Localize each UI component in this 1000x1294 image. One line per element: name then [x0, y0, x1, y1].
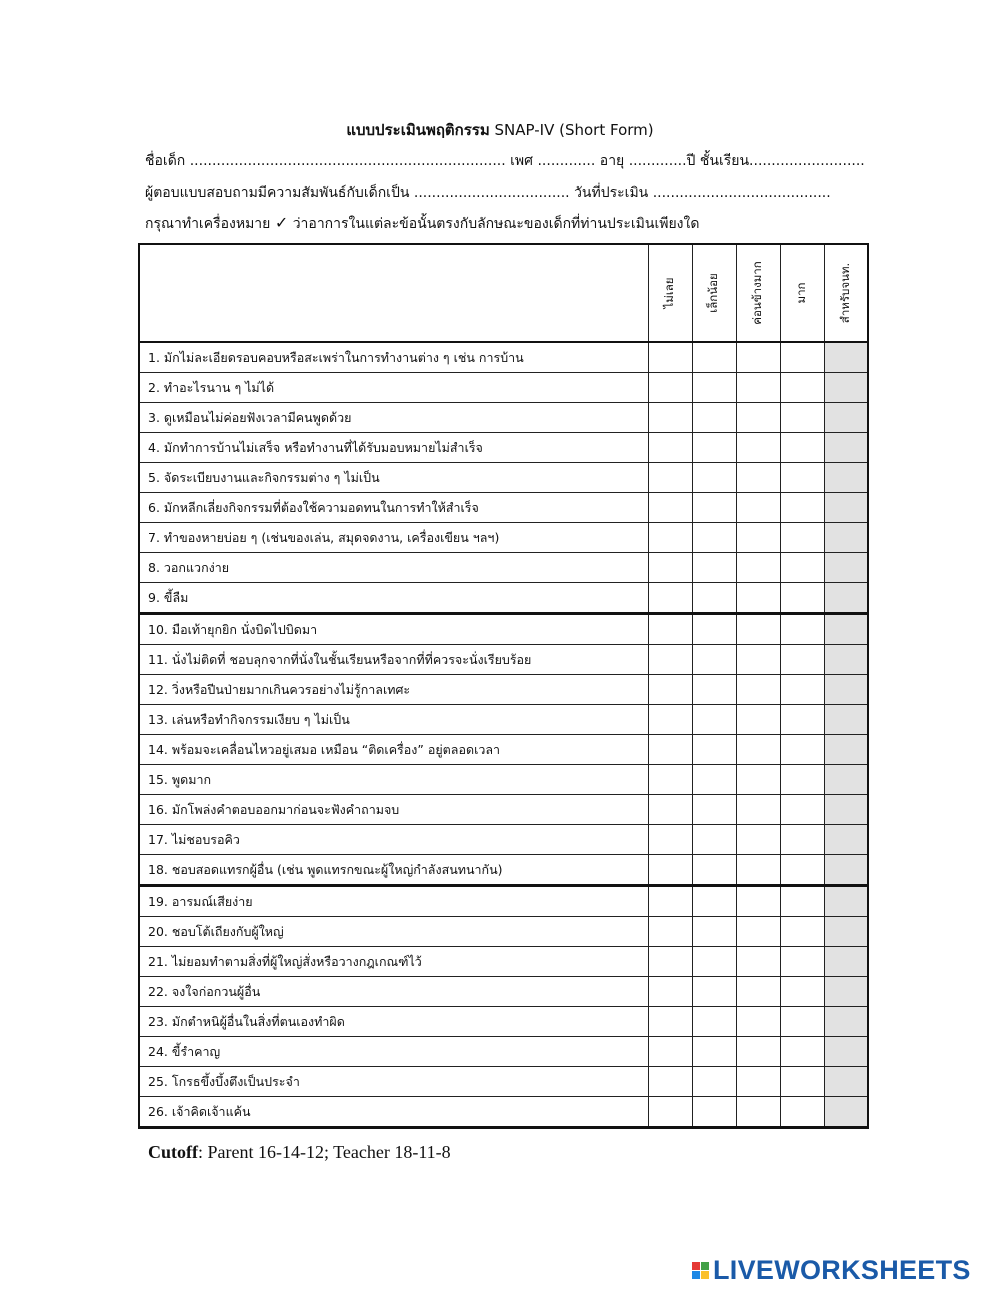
logo-square	[692, 1262, 700, 1270]
answer-cell[interactable]	[736, 1037, 780, 1067]
header-not-at-all: ไม่เลย	[648, 244, 692, 342]
answer-cell[interactable]	[648, 735, 692, 765]
answer-cell[interactable]	[648, 1007, 692, 1037]
cutoff-note	[148, 1142, 451, 1163]
question-text: 13. เล่นหรือทำกิจกรรมเงียบ ๆ ไม่เป็น	[139, 705, 648, 735]
table-row	[139, 463, 868, 493]
answer-cell[interactable]	[692, 977, 736, 1007]
question-text: 26. เจ้าคิดเจ้าแค้น	[139, 1097, 648, 1128]
table-row	[139, 1007, 868, 1037]
liveworksheets-logo-icon	[692, 1262, 709, 1279]
answer-cell[interactable]	[780, 645, 824, 675]
answer-cell[interactable]	[780, 795, 824, 825]
question-text: 2. ทำอะไรนาน ๆ ไม่ได้	[139, 373, 648, 403]
answer-cell[interactable]	[780, 1067, 824, 1097]
answer-cell[interactable]	[780, 1007, 824, 1037]
header-row	[139, 244, 868, 342]
question-text: 19. อารมณ์เสียง่าย	[139, 886, 648, 917]
answer-cell[interactable]	[692, 886, 736, 917]
answer-cell[interactable]	[780, 825, 824, 855]
staff-cell	[824, 493, 868, 523]
answer-cell[interactable]	[692, 523, 736, 553]
answer-cell[interactable]	[648, 675, 692, 705]
staff-cell	[824, 1067, 868, 1097]
staff-cell	[824, 735, 868, 765]
staff-cell	[824, 645, 868, 675]
staff-cell	[824, 1097, 868, 1128]
answer-cell[interactable]	[648, 705, 692, 735]
answer-cell[interactable]	[648, 765, 692, 795]
question-text: 21. ไม่ยอมทำตามสิ่งที่ผู้ใหญ่สั่งหรือวางกฎเกณฑ์ไว้	[139, 947, 648, 977]
answer-cell[interactable]	[692, 705, 736, 735]
answer-cell[interactable]	[648, 433, 692, 463]
staff-cell	[824, 825, 868, 855]
answer-cell[interactable]	[780, 373, 824, 403]
answer-cell[interactable]	[692, 675, 736, 705]
answer-cell[interactable]	[692, 795, 736, 825]
answer-cell[interactable]	[736, 614, 780, 645]
answer-cell[interactable]	[780, 855, 824, 886]
cutoff-label: Cutoff	[148, 1142, 198, 1162]
answer-cell[interactable]	[648, 583, 692, 614]
answer-cell[interactable]	[736, 403, 780, 433]
question-text: 6. มักหลีกเลี่ยงกิจกรรมที่ต้องใช้ความอดทนในการทำให้สำเร็จ	[139, 493, 648, 523]
answer-cell[interactable]	[780, 765, 824, 795]
instruction-text-b: ว่าอาการในแต่ละข้อนั้นตรงกับลักษณะของเด็กที่ท่านประเมินเพียงใด	[292, 216, 700, 232]
answer-cell[interactable]	[736, 735, 780, 765]
answer-cell[interactable]	[780, 433, 824, 463]
answer-cell[interactable]	[780, 523, 824, 553]
answer-cell[interactable]	[736, 373, 780, 403]
answer-cell[interactable]	[692, 373, 736, 403]
answer-cell[interactable]	[648, 463, 692, 493]
answer-cell[interactable]	[692, 1037, 736, 1067]
answer-cell[interactable]	[780, 1037, 824, 1067]
header-quite-a-bit: ค่อนข้างมาก	[736, 244, 780, 342]
answer-cell[interactable]	[648, 373, 692, 403]
staff-cell	[824, 373, 868, 403]
form-title	[0, 118, 1000, 142]
answer-cell[interactable]	[780, 553, 824, 583]
answer-cell[interactable]	[648, 403, 692, 433]
question-text: 11. นั่งไม่ติดที่ ชอบลุกจากที่นั่งในชั้นเรียนหรือจากที่ที่ควรจะนั่งเรียบร้อย	[139, 645, 648, 675]
answer-cell[interactable]	[780, 342, 824, 373]
question-text: 5. จัดระเบียบงานและกิจกรรมต่าง ๆ ไม่เป็น	[139, 463, 648, 493]
table-row	[139, 553, 868, 583]
staff-cell	[824, 523, 868, 553]
question-text: 3. ดูเหมือนไม่ค่อยฟังเวลามีคนพูดด้วย	[139, 403, 648, 433]
staff-cell	[824, 583, 868, 614]
answer-cell[interactable]	[780, 947, 824, 977]
answer-cell[interactable]	[648, 947, 692, 977]
table-row	[139, 614, 868, 645]
question-text: 17. ไม่ชอบรอคิว	[139, 825, 648, 855]
table-row	[139, 825, 868, 855]
table-row	[139, 373, 868, 403]
answer-cell[interactable]	[692, 433, 736, 463]
staff-cell	[824, 1037, 868, 1067]
table-row	[139, 675, 868, 705]
answer-cell[interactable]	[736, 705, 780, 735]
staff-cell	[824, 433, 868, 463]
answer-cell[interactable]	[780, 735, 824, 765]
table-row	[139, 645, 868, 675]
assessment-table	[138, 243, 869, 1129]
answer-cell[interactable]	[648, 493, 692, 523]
header-a-little: เล็กน้อย	[692, 244, 736, 342]
question-text: 24. ขี้รำคาญ	[139, 1037, 648, 1067]
cutoff-text: : Parent 16-14-12; Teacher 18-11-8	[198, 1142, 451, 1162]
answer-cell[interactable]	[648, 553, 692, 583]
answer-cell[interactable]	[692, 1007, 736, 1037]
answer-cell[interactable]	[736, 523, 780, 553]
table-row	[139, 765, 868, 795]
logo-square	[692, 1271, 700, 1279]
table-row	[139, 523, 868, 553]
question-text: 23. มักตำหนิผู้อื่นในสิ่งที่ตนเองทำผิด	[139, 1007, 648, 1037]
question-text: 20. ชอบโต้เถียงกับผู้ใหญ่	[139, 917, 648, 947]
answer-cell[interactable]	[692, 403, 736, 433]
table-row	[139, 583, 868, 614]
table-row	[139, 886, 868, 917]
answer-cell[interactable]	[780, 977, 824, 1007]
question-text: 15. พูดมาก	[139, 765, 648, 795]
brand-text: LIVEWORKSHEETS	[713, 1255, 971, 1285]
answer-cell[interactable]	[692, 947, 736, 977]
staff-cell	[824, 614, 868, 645]
logo-square	[701, 1262, 709, 1270]
answer-cell[interactable]	[736, 765, 780, 795]
table-row	[139, 917, 868, 947]
staff-cell	[824, 917, 868, 947]
table-row	[139, 947, 868, 977]
answer-cell[interactable]	[692, 645, 736, 675]
answer-cell[interactable]	[780, 614, 824, 645]
header-very-much: มาก	[780, 244, 824, 342]
answer-cell[interactable]	[692, 765, 736, 795]
answer-cell[interactable]	[648, 855, 692, 886]
table-row	[139, 1067, 868, 1097]
staff-cell	[824, 463, 868, 493]
checkmark-icon: ✓	[274, 213, 289, 232]
answer-cell[interactable]	[736, 855, 780, 886]
answer-cell[interactable]	[736, 886, 780, 917]
question-text: 8. วอกแวกง่าย	[139, 553, 648, 583]
staff-cell	[824, 1007, 868, 1037]
answer-cell[interactable]	[780, 917, 824, 947]
table-row	[139, 1097, 868, 1128]
table-row	[139, 342, 868, 373]
answer-cell[interactable]	[780, 886, 824, 917]
answer-cell[interactable]	[780, 463, 824, 493]
answer-cell[interactable]	[692, 614, 736, 645]
answer-cell[interactable]	[692, 553, 736, 583]
question-text: 9. ขี้ลืม	[139, 583, 648, 614]
answer-cell[interactable]	[648, 1037, 692, 1067]
answer-cell[interactable]	[648, 795, 692, 825]
staff-cell	[824, 886, 868, 917]
answer-cell[interactable]	[736, 825, 780, 855]
brand-watermark	[692, 1255, 971, 1286]
answer-cell[interactable]	[692, 735, 736, 765]
answer-cell[interactable]	[648, 342, 692, 373]
answer-cell[interactable]	[736, 342, 780, 373]
answer-cell[interactable]	[736, 463, 780, 493]
table-row	[139, 795, 868, 825]
answer-cell[interactable]	[736, 493, 780, 523]
answer-cell[interactable]	[692, 493, 736, 523]
answer-cell[interactable]	[736, 433, 780, 463]
respondent-info-line: ผู้ตอบแบบสอบถามมีความสัมพันธ์กับเด็กเป็น ................................... วันที่ประเมิน ........................................	[145, 185, 831, 201]
answer-cell[interactable]	[648, 645, 692, 675]
answer-cell[interactable]	[736, 947, 780, 977]
staff-cell	[824, 403, 868, 433]
question-text: 12. วิ่งหรือปีนป่ายมากเกินควรอย่างไม่รู้กาลเทศะ	[139, 675, 648, 705]
question-text: 22. จงใจก่อกวนผู้อื่น	[139, 977, 648, 1007]
answer-cell[interactable]	[648, 523, 692, 553]
header-staff-only: สำหรับจนท.	[824, 244, 868, 342]
answer-cell[interactable]	[692, 1097, 736, 1128]
staff-cell	[824, 855, 868, 886]
answer-cell[interactable]	[780, 403, 824, 433]
staff-cell	[824, 977, 868, 1007]
table-row	[139, 855, 868, 886]
table-row	[139, 977, 868, 1007]
answer-cell[interactable]	[780, 675, 824, 705]
question-text: 10. มือเท้ายุกยิก นั่งบิดไปบิดมา	[139, 614, 648, 645]
table-row	[139, 1037, 868, 1067]
table-row	[139, 735, 868, 765]
staff-cell	[824, 342, 868, 373]
question-text: 1. มักไม่ละเอียดรอบคอบหรือสะเพร่าในการทำงานต่าง ๆ เช่น การบ้าน	[139, 342, 648, 373]
table-row	[139, 403, 868, 433]
question-text: 18. ชอบสอดแทรกผู้อื่น (เช่น พูดแทรกขณะผู้ใหญ่กำลังสนทนากัน)	[139, 855, 648, 886]
answer-cell[interactable]	[780, 705, 824, 735]
answer-cell[interactable]	[736, 977, 780, 1007]
instruction-text-a: กรุณาทำเครื่องหมาย	[145, 216, 271, 232]
answer-cell[interactable]	[648, 886, 692, 917]
answer-cell[interactable]	[648, 614, 692, 645]
table-row	[139, 493, 868, 523]
answer-cell[interactable]	[780, 1097, 824, 1128]
header-blank-cell	[139, 244, 648, 342]
answer-cell[interactable]	[780, 583, 824, 614]
answer-cell[interactable]	[692, 855, 736, 886]
answer-cell[interactable]	[736, 583, 780, 614]
answer-cell[interactable]	[692, 825, 736, 855]
staff-cell	[824, 675, 868, 705]
answer-cell[interactable]	[648, 1097, 692, 1128]
answer-cell[interactable]	[648, 917, 692, 947]
answer-cell[interactable]	[692, 342, 736, 373]
title-rest: SNAP-IV (Short Form)	[489, 121, 654, 139]
question-text: 25. โกรธขึ้งบึ้งตึงเป็นประจำ	[139, 1067, 648, 1097]
answer-cell[interactable]	[736, 917, 780, 947]
table-row	[139, 705, 868, 735]
answer-cell[interactable]	[736, 1007, 780, 1037]
answer-cell[interactable]	[648, 1067, 692, 1097]
question-text: 16. มักโพล่งคำตอบออกมาก่อนจะฟังคำถามจบ	[139, 795, 648, 825]
question-text: 7. ทำของหายบ่อย ๆ (เช่นของเล่น, สมุดจดงาน, เครื่องเขียน ฯลฯ)	[139, 523, 648, 553]
staff-cell	[824, 765, 868, 795]
staff-cell	[824, 795, 868, 825]
answer-cell[interactable]	[692, 463, 736, 493]
answer-cell[interactable]	[736, 1097, 780, 1128]
answer-cell[interactable]	[648, 825, 692, 855]
staff-cell	[824, 705, 868, 735]
answer-cell[interactable]	[736, 1067, 780, 1097]
title-bold: แบบประเมินพฤติกรรม	[346, 121, 490, 139]
question-text: 4. มักทำการบ้านไม่เสร็จ หรือทำงานที่ได้รับมอบหมายไม่สำเร็จ	[139, 433, 648, 463]
answer-cell[interactable]	[736, 795, 780, 825]
table-row	[139, 433, 868, 463]
question-text: 14. พร้อมจะเคลื่อนไหวอยู่เสมอ เหมือน “ติดเครื่อง” อยู่ตลอดเวลา	[139, 735, 648, 765]
answer-cell[interactable]	[692, 1067, 736, 1097]
answer-cell[interactable]	[736, 645, 780, 675]
child-info-line: ชื่อเด็ก ....................................................................... เพศ ............. อายุ .............ปี ชั้นเรียน..........................	[145, 153, 865, 169]
answer-cell[interactable]	[736, 553, 780, 583]
answer-cell[interactable]	[648, 977, 692, 1007]
staff-cell	[824, 947, 868, 977]
answer-cell[interactable]	[692, 917, 736, 947]
staff-cell	[824, 553, 868, 583]
logo-square	[701, 1271, 709, 1279]
answer-cell[interactable]	[692, 583, 736, 614]
answer-cell[interactable]	[780, 493, 824, 523]
answer-cell[interactable]	[736, 675, 780, 705]
instruction-line	[145, 213, 699, 235]
